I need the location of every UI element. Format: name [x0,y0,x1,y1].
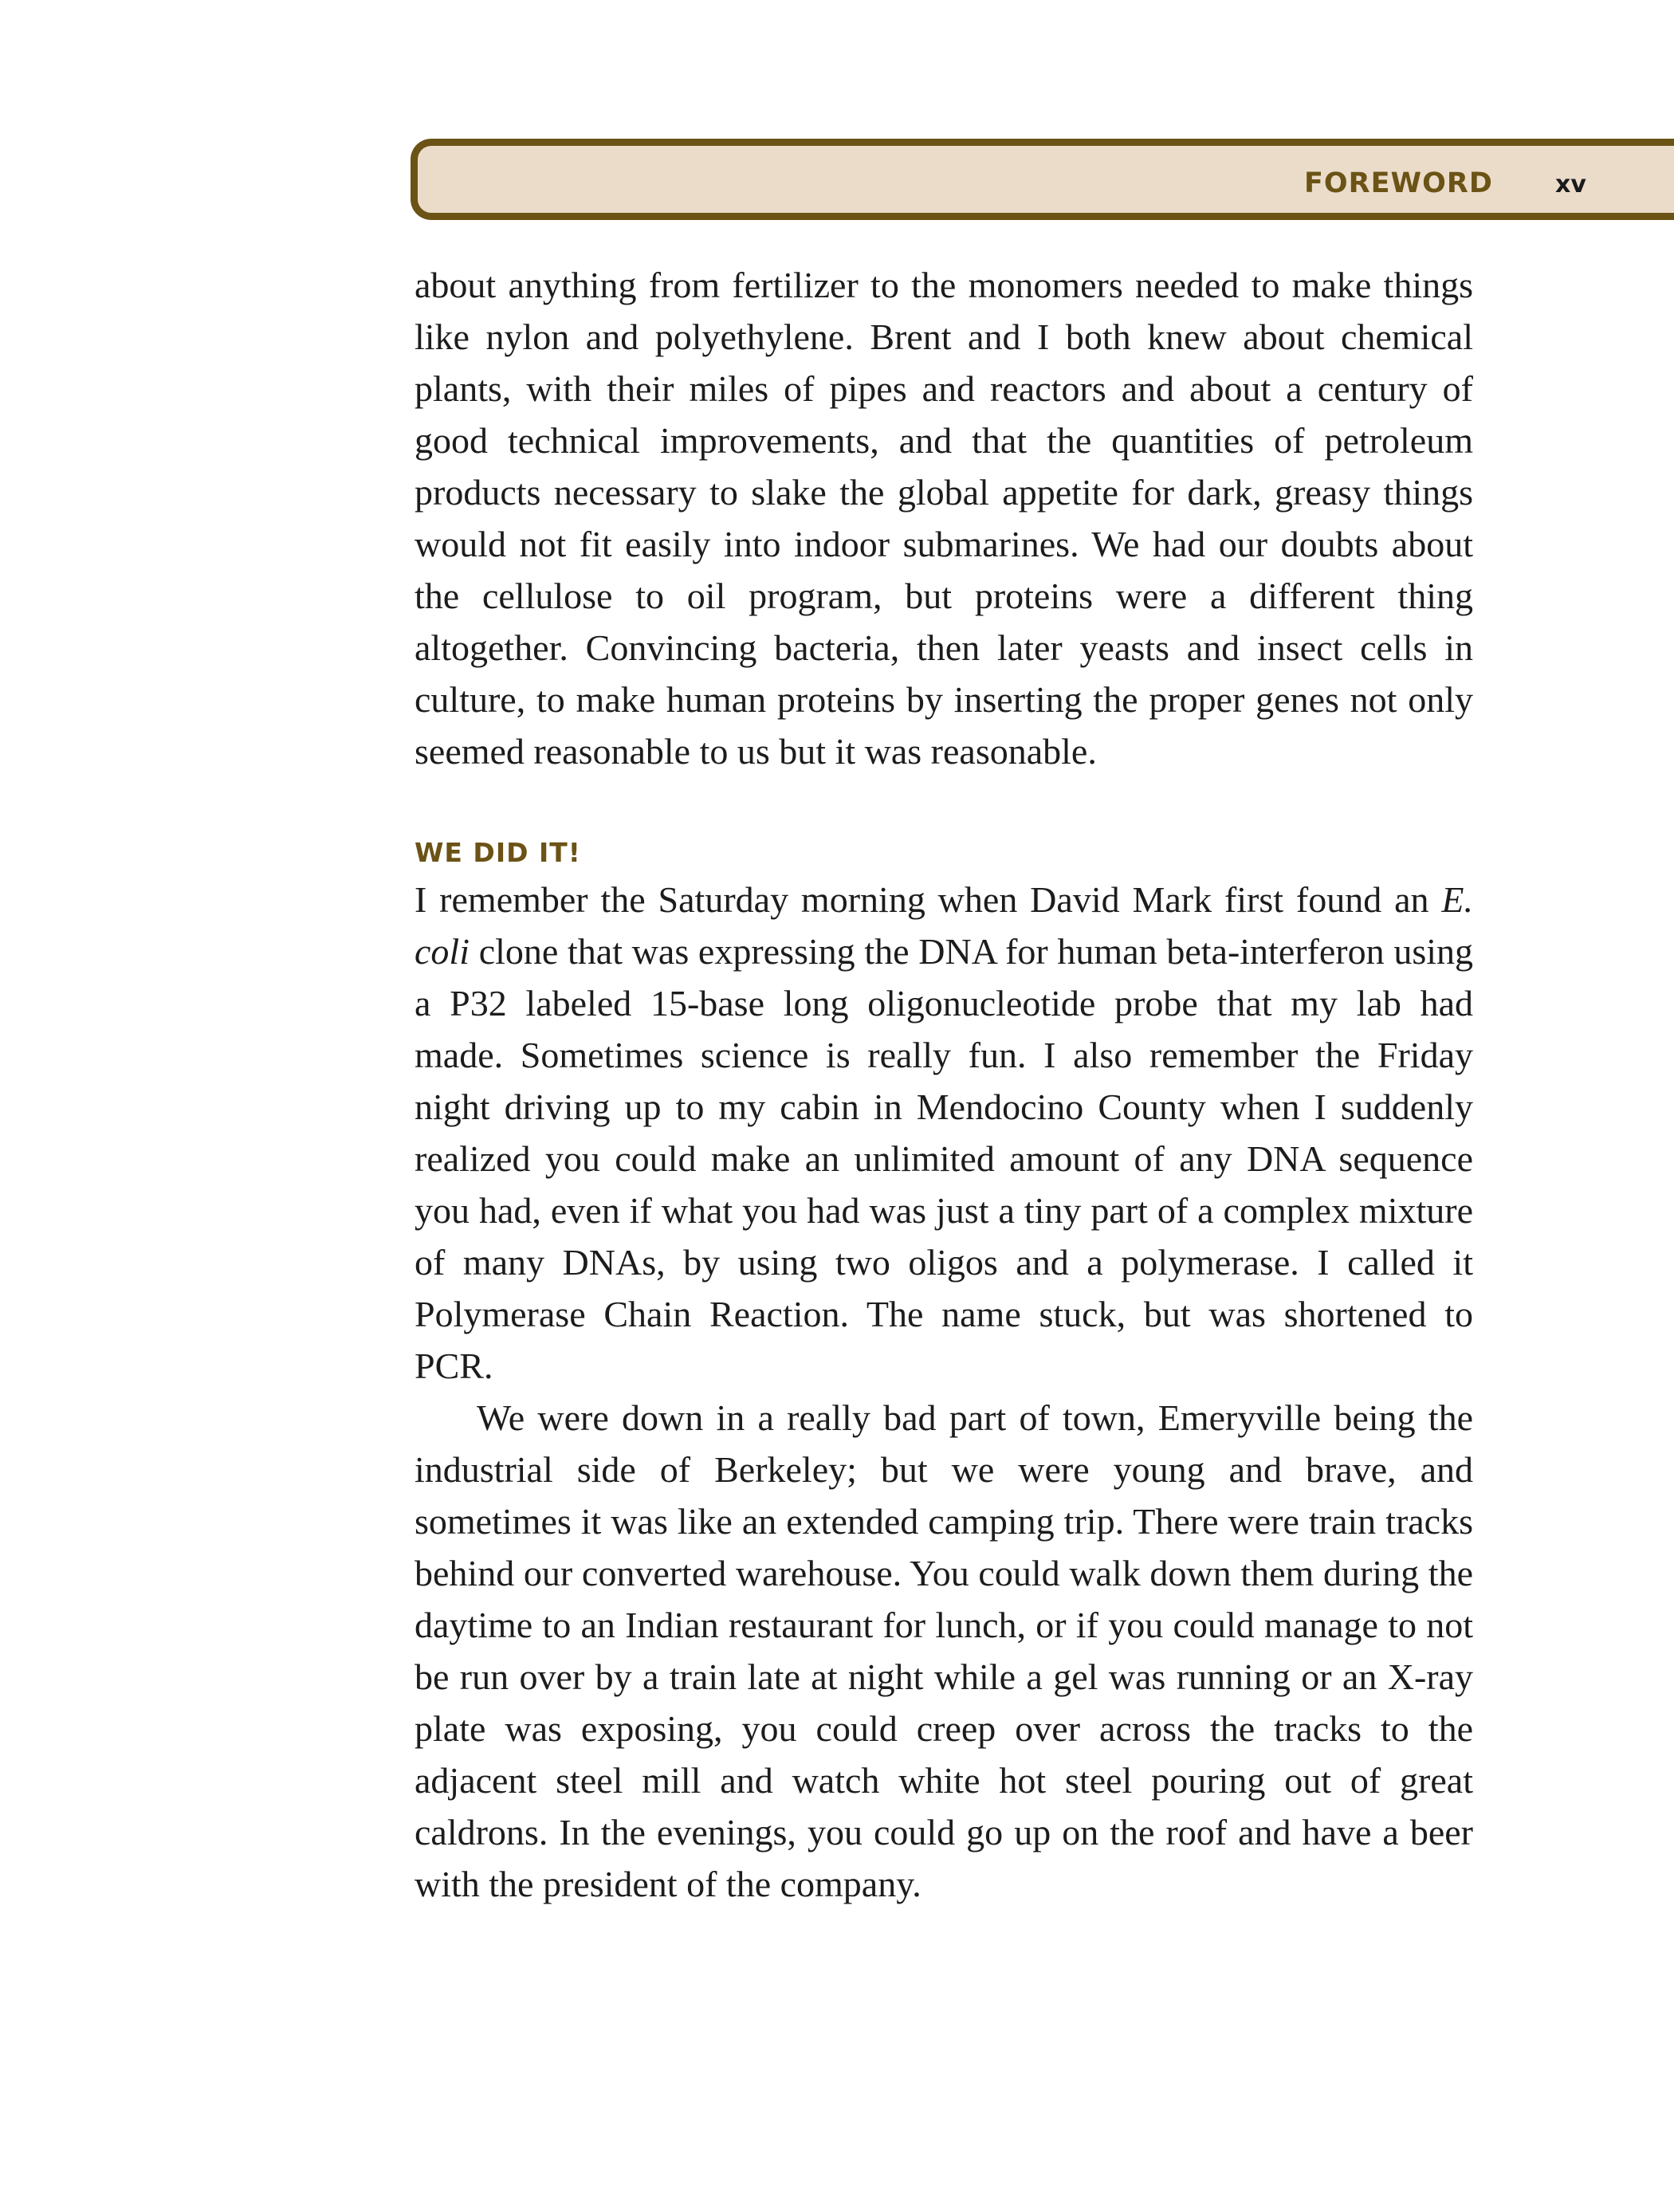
section-heading: WE DID IT! [415,837,581,868]
paragraph: We were down in a really bad part of town, Emeryville being the industrial side of Berkeley; but we were young and brave, and sometimes it was like an extended camping trip. There were train tracks behind our converted warehouse. You could walk down them during the daytime to an Indian restaurant for lunch, or if you could manage to not be run over by a train late at night while a gel was running or an X-ray plate was exposing, you could creep over across the tracks to the adjacent steel mill and watch white hot steel pouring out of great caldrons. In the evenings, you could go up on the roof and have a beer with the president of the company. [415,1397,1473,1904]
paragraph: about anything from fertilizer to the monomers needed to make things like nylon and polyethylene. Brent and I both knew about chemical plants, with their miles of pipes and reactors and about a century of good technical improvements, and that the quantities of petroleum products necessary to slake the global appetite for dark, greasy things would not fit easily into indoor submarines. We had our doubts about the cellulose to oil program, but proteins were a different thing altogether. Convincing bacteria, then later yeasts and insect cells in culture, to make human proteins by inserting the proper genes not only seemed reasonable to us but it was reasonable. [415,265,1473,772]
paragraph-text: clone that was expressing the DNA for human beta-interferon using a P32 labeled 15-base long oligonucleotide probe that my lab had made. Sometimes science is really fun. I also remember the Friday night driving up to my cabin in Mendocino County when I suddenly realized you could make an unlimited amount of any DNA sequence you had, even if what you had was just a tiny part of a complex mixture of many DNAs, by using two oligos and a polymerase. I called it Polymerase Chain Reaction. The name stuck, but was shortened to PCR. [415,931,1473,1386]
paragraph-text: I remember the Saturday morning when David Mark first found an [415,879,1442,920]
running-head-title: FOREWORD [1304,167,1493,199]
paragraph [415,874,1473,1392]
page-number: xv [1555,171,1586,198]
species-name: E. coli [415,879,1473,972]
body-text [415,259,1473,1910]
running-header [411,139,1674,220]
